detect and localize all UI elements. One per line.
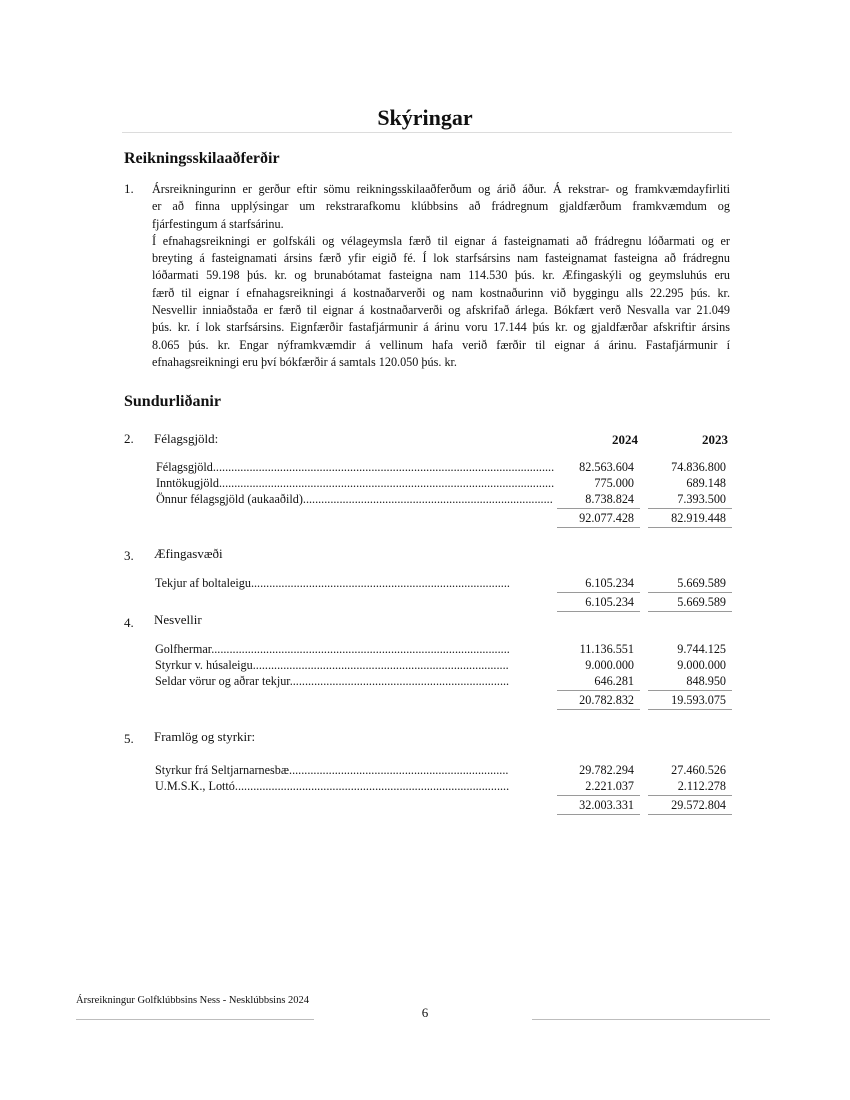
methods-heading: Reikningsskilaaðferðir (124, 150, 280, 167)
total-rule (557, 611, 640, 612)
total-row (0, 595, 850, 612)
value-2023: 74.836.800 (671, 460, 726, 474)
value-2023: 5.669.589 (677, 576, 726, 590)
page-number: 6 (421, 1005, 429, 1020)
note1-line: er að finna upplýsingar um rekstrarafkomu klúbbsins að frádregnum gjaldfærðum framkvæmdum og (152, 199, 730, 214)
table-row (0, 763, 850, 780)
total-rule (557, 814, 640, 815)
title-divider (122, 132, 732, 133)
total-rule (557, 527, 640, 528)
total-rule (557, 709, 640, 710)
row-label: U.M.S.K., Lottó.......................................................................................... (155, 779, 510, 793)
table-row (0, 674, 850, 691)
note3-title: Æfingasvæði (154, 546, 223, 561)
value-2024: 646.281 (594, 674, 634, 688)
note2-title: Félagsgjöld: (154, 431, 219, 446)
total-2023: 82.919.448 (671, 511, 726, 525)
note1-line: Í efnahagsreikningi er golfskáli og vélageymsla færð til eignar á fasteignamati að frádregnu lóðarmati og er (152, 233, 730, 248)
value-2023: 7.393.500 (677, 492, 726, 506)
subtotal-rule (557, 795, 640, 796)
total-row (0, 798, 850, 815)
value-2023: 689.148 (686, 476, 726, 490)
subtotal-rule (648, 795, 732, 796)
note1-line: færð til eignar í efnahagsreikningi á kostnaðarverði og nam kostnaðurinn við byggingu alls 22.295 þús. kr. (152, 285, 730, 300)
total-2023: 5.669.589 (677, 595, 726, 609)
row-label: Styrkur v. húsaleigu.................................................................................... (155, 658, 509, 672)
table-row (0, 658, 850, 675)
note1-line: efnahagsreikningi eru því bókfærðir á samtals 120.050 þús. kr. (152, 354, 457, 369)
note5-title: Framlög og styrkir: (154, 729, 256, 744)
total-2024: 20.782.832 (579, 693, 634, 707)
row-label: Golfhermar.................................................................................................. (155, 642, 510, 656)
note1-line: Ársreikningurinn er gerður eftir sömu reikningsskilaaðferðum og árið áður. Á rekstrar- og framkvæmdayfirliti (152, 182, 730, 196)
row-label: Styrkur frá Seltjarnarnesbæ........................................................................ (155, 763, 509, 777)
subtotal-rule (648, 690, 732, 691)
note1-line: 8.065 þús. kr. Engar nýframkvæmdir á vellinum hafa verið færðir til eignar á árinu. Fastafjármunir í (152, 337, 730, 352)
note1-line: breyting á fasteignamati ársins færð yfir eigið fé. Í lok starfsársins nam fasteignamat fasteigna að frádregnu (152, 251, 730, 266)
value-2024: 29.782.294 (579, 763, 634, 777)
total-rule (648, 709, 732, 710)
row-label: Önnur félagsgjöld (aukaaðild).................................................................................. (156, 492, 553, 506)
subtotal-rule (648, 592, 732, 593)
total-rule (648, 814, 732, 815)
total-2024: 92.077.428 (579, 511, 634, 525)
value-2024: 82.563.604 (579, 460, 634, 474)
subtotal-rule (648, 508, 732, 509)
row-label: Tekjur af boltaleigu..................................................................................... (155, 576, 510, 590)
table-row (0, 576, 850, 593)
subtotal-rule (557, 508, 640, 509)
total-rule (648, 611, 732, 612)
value-2023: 9.744.125 (677, 642, 726, 656)
note3-number: 3. (124, 548, 134, 563)
total-2024: 6.105.234 (585, 595, 634, 609)
table-row (0, 779, 850, 796)
table-row (0, 460, 850, 477)
row-label: Inntökugjöld.............................................................................................................. (156, 476, 555, 490)
value-2023: 2.112.278 (677, 779, 726, 793)
note1-line: lóðarmati 59.198 þús. kr. og brunabótamat fasteigna nam 114.530 þús. kr. Æfingaskýli og geymsluhús eru (152, 268, 730, 283)
note4-title: Nesvellir (154, 612, 202, 627)
note1-line: fjárfestingum á starfsárinu. (152, 216, 284, 231)
value-2024: 775.000 (594, 476, 634, 490)
note5-number: 5. (124, 731, 134, 746)
subtotal-rule (557, 690, 640, 691)
total-row (0, 511, 850, 528)
note1-line: þús. kr. í lok starfsársins. Eignfærðir fastafjármunir á árinu voru 17.144 þús kr. og gjaldfærðar afskriftir ársins (152, 320, 730, 335)
note1-paragraph (152, 181, 730, 371)
total-row (0, 693, 850, 710)
note1-number: 1. (124, 181, 134, 196)
page-title: Skýringar (377, 105, 473, 130)
row-label: Félagsgjöld................................................................................................................ (156, 460, 555, 474)
value-2024: 9.000.000 (585, 658, 634, 672)
value-2023: 27.460.526 (671, 763, 726, 777)
footer-text: Ársreikningur Golfklúbbsins Ness - Nesklúbbsins 2024 (76, 995, 310, 1006)
value-2024: 2.221.037 (585, 779, 634, 793)
table-row (0, 642, 850, 659)
total-rule (648, 527, 732, 528)
year-header-2024: 2024 (612, 432, 638, 447)
row-label: Seldar vörur og aðrar tekjur........................................................................ (155, 674, 510, 688)
total-2023: 29.572.804 (671, 798, 726, 812)
table-row (0, 492, 850, 509)
breakdown-heading: Sundurliðanir (124, 393, 221, 410)
year-header-2023: 2023 (702, 432, 728, 447)
subtotal-rule (557, 592, 640, 593)
total-2023: 19.593.075 (671, 693, 726, 707)
note1-line: Nesvellir inniaðstaða er færð til eignar á kostnaðarverði og afskrifað árlega. Bókfært verð Nesvalla var 21.049 (152, 303, 730, 318)
value-2024: 8.738.824 (585, 492, 634, 506)
note2-number: 2. (124, 431, 134, 446)
value-2023: 848.950 (686, 674, 726, 688)
value-2024: 11.136.551 (579, 642, 634, 656)
table-row (0, 476, 850, 493)
note4-number: 4. (124, 615, 134, 630)
total-2024: 32.003.331 (579, 798, 634, 812)
value-2024: 6.105.234 (585, 576, 634, 590)
value-2023: 9.000.000 (677, 658, 726, 672)
